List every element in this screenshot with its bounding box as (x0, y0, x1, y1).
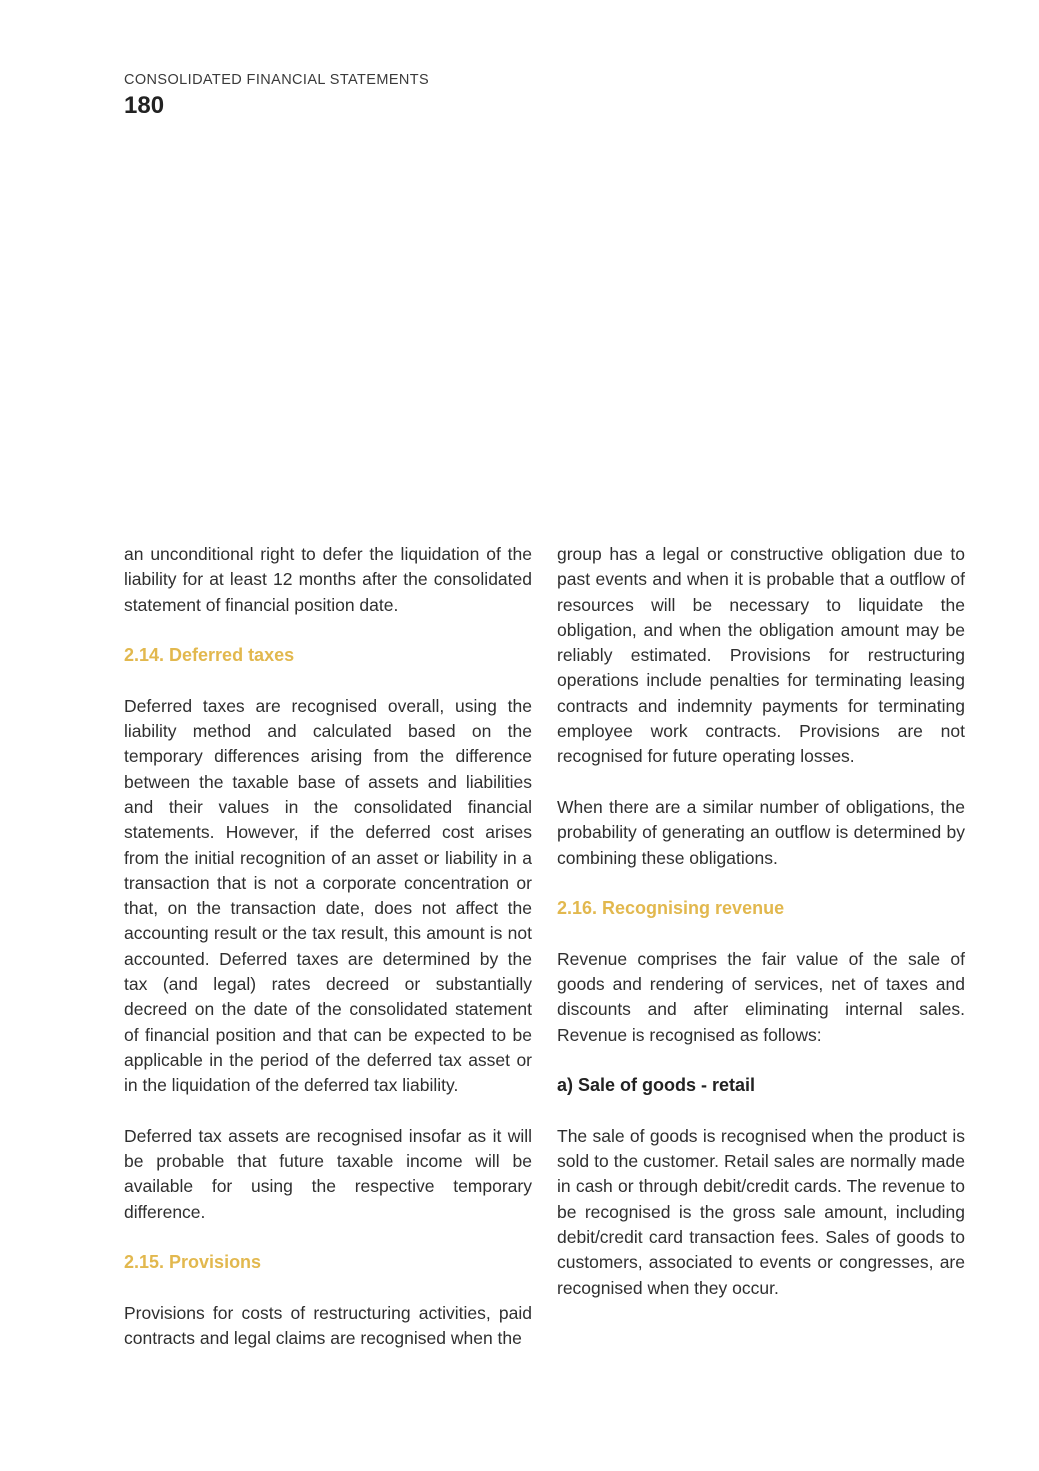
right-paragraph-1: group has a legal or constructive obligation due to past events and when it is probable that a outflow of resources will be necessary to liquidate the obligation, and when the obligation amount may be reliably estimated. Provisions for restructuring operations include penalties for terminating leasing contracts and indemnity payments for terminating employee work contracts. Provisions are not recognised for future operating losses. (557, 544, 965, 767)
heading-deferred-taxes: 2.14. Deferred taxes (124, 645, 295, 666)
left-column (124, 542, 532, 1377)
page-header (124, 70, 429, 121)
subheading-sale-of-goods-retail: a) Sale of goods - retail (557, 1075, 756, 1096)
page-number: 180 (124, 92, 165, 119)
right-paragraph-3: Revenue comprises the fair value of the sale of goods and rendering of services, net of taxes and discounts and after eliminating internal sales. Revenue is recognised as follows: (557, 948, 965, 1045)
right-paragraph-2: When there are a similar number of obligations, the probability of generating an outflow is determined by combining these obligations. (557, 796, 965, 868)
heading-provisions: 2.15. Provisions (124, 1252, 262, 1273)
left-paragraph-4: Provisions for costs of restructuring activities, paid contracts and legal claims are recognised when the (124, 1302, 532, 1349)
section-label: CONSOLIDATED FINANCIAL STATEMENTS (124, 72, 430, 88)
right-column (557, 542, 965, 1326)
left-paragraph-1: an unconditional right to defer the liquidation of the liability for at least 12 months after the consolidated statement of financial position date. (124, 544, 532, 615)
right-paragraph-4: The sale of goods is recognised when the product is sold to the customer. Retail sales are normally made in cash or through debit/credit cards. The revenue to be recognised is the gross sale amount, including debit/credit card transaction fees. Sales of goods to customers, associated to events or congresses, are recognised when they occur. (557, 1125, 965, 1298)
heading-recognising-revenue: 2.16. Recognising revenue (557, 898, 785, 919)
left-paragraph-2: Deferred taxes are recognised overall, using the liability method and calculated based on the temporary differences arising from the difference between the taxable base of assets and liabilities and their values in the consolidated financial statements. However, if the deferred cost arises from the initial recognition of an asset or liability in a transaction that is not a corporate concentration or that, on the transaction date, does not affect the accounting result or the tax result, this amount is not accounted. Deferred taxes are determined by the tax (and legal) rates decreed or substantially decreed on the date of the consolidated statement of financial position and that can be expected to be applicable in the period of the deferred tax asset or in the liquidation of the deferred tax liability. (124, 695, 532, 1096)
left-paragraph-3: Deferred tax assets are recognised insofar as it will be probable that future taxable income will be available for using the respective temporary difference. (124, 1125, 532, 1222)
